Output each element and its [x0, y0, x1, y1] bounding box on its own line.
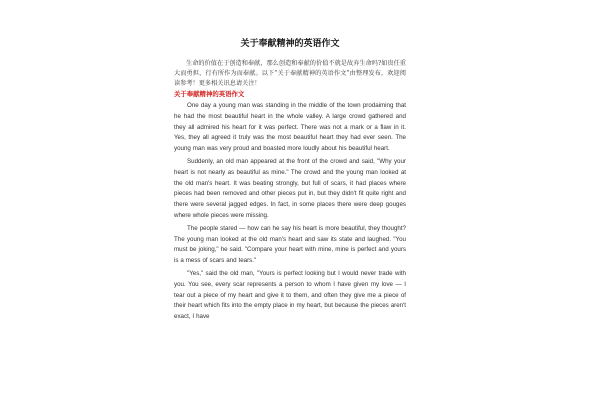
document-body	[174, 38, 406, 325]
body-paragraph-1: One day a young man was standing in the middle of the town prodaiming that he had the most beautiful heart in the whole valley. A large crowd gathered and they all admired his heart for it was perfect. There was not a mark or a flaw in it. Yes, they all agreed it truly was the most beautiful heart they had ever seen. The young man was very proud and boasted more loudly about his beautiful heart.	[174, 102, 406, 153]
body-paragraph-2: Suddenly, an old man appeared at the front of the crowd and said, "Why your heart is not nearly as beautiful as mine." The crowd and the young man looked at the old man's heart. It was beating strongly, but full of scars, it had places where pieces had been removed and other pieces put in, but they didn't fit quite right and there were several jagged edges. In fact, in some places there were deep gouges where whole pieces were missing.	[174, 157, 406, 219]
body-paragraph-3: The people stared — how can he say his heart is more beautiful, they thought? The young man looked at the old man's heart and saw its state and laughed. "You must be joking," he said. "Compare your heart with mine, mine is perfect and yours is a mess of scars and tears."	[174, 224, 406, 265]
intro-paragraph: 生命的价值在于创造和奉献，那么创造和奉献的价值不就是故弃生命吗?如贵任重大而勇担，行有所作为而奉献。以下“关于奉献精神的英语作文”由整理发布，欢迎阅读参考！更多相关讯息请关注！	[174, 60, 406, 87]
document-title: 关于奉献精神的英语作文	[240, 39, 340, 49]
body-paragraph-4: "Yes," said the old man, "Yours is perfect looking but I would never trade with you. You see, every scar represents a person to whom I have given my love — I tear out a piece of my heart and give it to them, and often they give me a piece of their heart which fits into the empty place in my heart, but because the pieces aren't exact, I have	[174, 269, 406, 321]
section-subtitle: 关于奉献精神的英语作文	[174, 90, 245, 98]
